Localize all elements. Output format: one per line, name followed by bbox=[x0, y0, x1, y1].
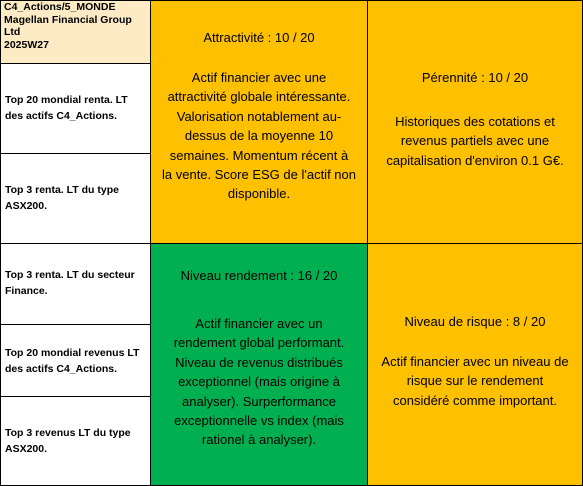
rendement-panel bbox=[150, 243, 368, 486]
risque-title: Niveau de risque : 8 / 20 bbox=[404, 314, 546, 329]
asset-name: Magellan Financial Group bbox=[4, 13, 132, 26]
perennite-title: Pérennité : 10 / 20 bbox=[421, 70, 529, 85]
rendement-description: Actif financier avec un rendement global performant. Niveau de revenus distribués exceptionnel (mais origine à analyser). Surperformance exceptionnelle vs index (mais rationel à analyser). bbox=[173, 316, 345, 448]
criterion-cell-4 bbox=[0, 324, 151, 397]
criterion-cell-5 bbox=[0, 396, 151, 486]
criterion-text: des actifs C4_Actions. bbox=[5, 110, 118, 122]
criterion-text: Top 20 mondial revenus LT bbox=[5, 347, 140, 359]
criterion-text: Top 3 renta. LT du type bbox=[5, 184, 119, 196]
attractivite-panel bbox=[150, 0, 368, 244]
risque-description: Actif financier avec un niveau de risque sur le rendement considéré comme important. bbox=[381, 354, 569, 408]
asset-header-cell bbox=[0, 0, 151, 64]
attractivite-description: Actif financier avec une attractivité globale intéressante. Valorisation notablement au- dessus de la moyenne 10 semaines. Momentum récent à la vente. Score ESG de l'actif non disponible. bbox=[162, 70, 356, 202]
risque-panel bbox=[367, 243, 583, 486]
attractivite-title: Attractivité : 10 / 20 bbox=[203, 30, 315, 45]
criterion-cell-2 bbox=[0, 153, 151, 244]
criterion-cell-3 bbox=[0, 243, 151, 325]
criterion-text: Top 20 mondial renta. LT bbox=[5, 94, 128, 106]
criterion-text: des actifs C4_Actions. bbox=[5, 363, 118, 375]
asset-path: C4_Actions/5_MONDE bbox=[4, 1, 116, 13]
criterion-text: ASX200. bbox=[5, 443, 48, 455]
rendement-title: Niveau rendement : 16 / 20 bbox=[180, 268, 338, 283]
criterion-cell-1 bbox=[0, 63, 151, 154]
criterion-text: ASX200. bbox=[5, 200, 48, 212]
asset-name-cont: Ltd bbox=[4, 26, 21, 38]
criterion-text: Top 3 renta. LT du secteur bbox=[5, 269, 135, 281]
criterion-text: Finance. bbox=[5, 285, 48, 297]
perennite-panel bbox=[367, 0, 583, 244]
criterion-text: Top 3 revenus LT du type bbox=[5, 427, 131, 439]
perennite-description: Historiques des cotations et revenus partiels avec une capitalisation d'environ 0.1 G€. bbox=[386, 114, 564, 168]
asset-week: 2025W27 bbox=[4, 38, 49, 51]
